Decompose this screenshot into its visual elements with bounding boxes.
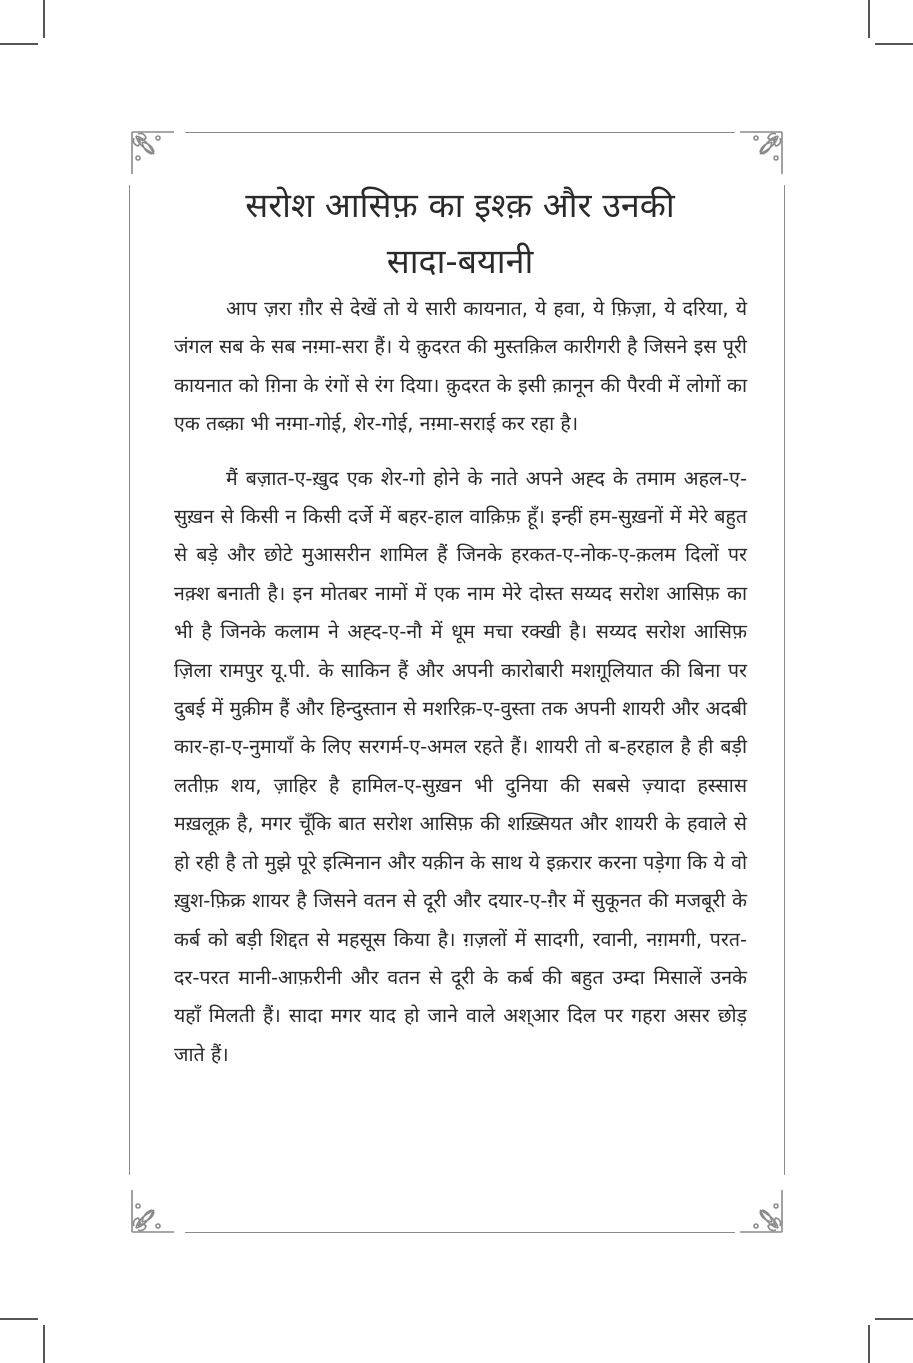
frame-top-border bbox=[185, 132, 735, 133]
chapter-title-line-1: सरोश आसिफ़ का इश्क़ और उनकी bbox=[245, 186, 675, 226]
crop-mark-bottom-left-v bbox=[43, 1325, 45, 1363]
chapter-title-line-2: सादा-बयानी bbox=[386, 242, 534, 282]
chapter-body bbox=[174, 290, 747, 1074]
frame-right-border bbox=[784, 185, 785, 1175]
floral-corner-ornament-icon bbox=[738, 128, 786, 176]
floral-corner-ornament-icon bbox=[738, 1188, 786, 1236]
crop-mark-top-right-h bbox=[875, 43, 913, 45]
floral-corner-ornament-icon bbox=[128, 128, 176, 176]
frame-bottom-border bbox=[185, 1232, 735, 1233]
crop-mark-top-left-h bbox=[0, 43, 38, 45]
floral-corner-ornament-icon bbox=[128, 1188, 176, 1236]
crop-mark-bottom-right-h bbox=[875, 1318, 913, 1320]
frame-left-border bbox=[129, 185, 130, 1175]
crop-mark-bottom-right-v bbox=[868, 1325, 870, 1363]
chapter-title bbox=[160, 178, 760, 290]
crop-mark-top-left-v bbox=[43, 0, 45, 38]
crop-mark-bottom-left-h bbox=[0, 1318, 38, 1320]
paragraph: मैं बज़ात-ए-ख़ुद एक शेर-गो होने के नाते अपने अह्द के तमाम अहल-ए-सुख़न से किसी न किसी दर्जे में बहर-हाल वाक़िफ़ हूँ। इन्हीं हम-सुख़नों में मेरे बहुत से बड़े और छोटे मुआसरीन शामिल हैं जिनके हरकत-ए-नोक-ए-क़लम दिलों पर नक़्श बनाती है। इन मोतबर नामों में एक नाम मेरे दोस्त सय्यद सरोश आसिफ़ का भी है जिनके कलाम ने अह्द-ए-नौ में धूम मचा रक्खी है। सय्यद सरोश आसिफ़ ज़िला रामपुर यू.पी. के साकिन हैं और अपनी कारोबारी मशग़ूलियात की बिना पर दुबई में मुक़ीम हैं और हिन्दुस्तान से मशरिक़-ए-वुस्ता तक अपनी शायरी और अदबी कार-हा-ए-नुमायाँ के लिए सरगर्म-ए-अमल रहते हैं। शायरी तो ब-हरहाल है ही बड़ी लतीफ़ शय, ज़ाहिर है हामिल-ए-सुख़न भी दुनिया की सबसे ज़्यादा हस्सास मख़लूक़ है, मगर चूँकि बात सरोश आसिफ़ की शख़्सियत और शायरी के हवाले से हो रही है तो मुझे पूरे इत्मिनान और यक़ीन के साथ ये इक़रार करना पड़ेगा कि ये वो ख़ुश-फ़िक्र शायर है जिसने वतन से दूरी और दयार-ए-ग़ैर में सुकूनत की मजबूरी के कर्ब को बड़ी शिद्दत से महसूस किया है। ग़ज़लों में सादगी, रवानी, नग़मगी, परत-दर-परत मानी-आफ़रीनी और वतन से दूरी के कर्ब की बहुत उम्दा मिसालें उनके यहाँ मिलती हैं। सादा मगर याद हो जाने वाले अश्आर दिल पर गहरा असर छोड़ जाते हैं। bbox=[174, 466, 747, 1066]
paragraph: आप ज़रा ग़ौर से देखें तो ये सारी कायनात, ये हवा, ये फ़िज़ा, ये दरिया, ये जंगल सब के सब नग़्मा-सरा हैं। ये क़ुदरत की मुस्तक़िल कारीगरी है जिसने इस पूरी कायनात को ग़िना के रंगों से रंग दिया। क़ुदरत के इसी क़ानून की पैरवी में लोगों का एक तब्क़ा भी नग़्मा-गोई, शेर-गोई, नग़्मा-सराई कर रहा है। bbox=[174, 297, 747, 436]
crop-mark-top-right-v bbox=[868, 0, 870, 38]
